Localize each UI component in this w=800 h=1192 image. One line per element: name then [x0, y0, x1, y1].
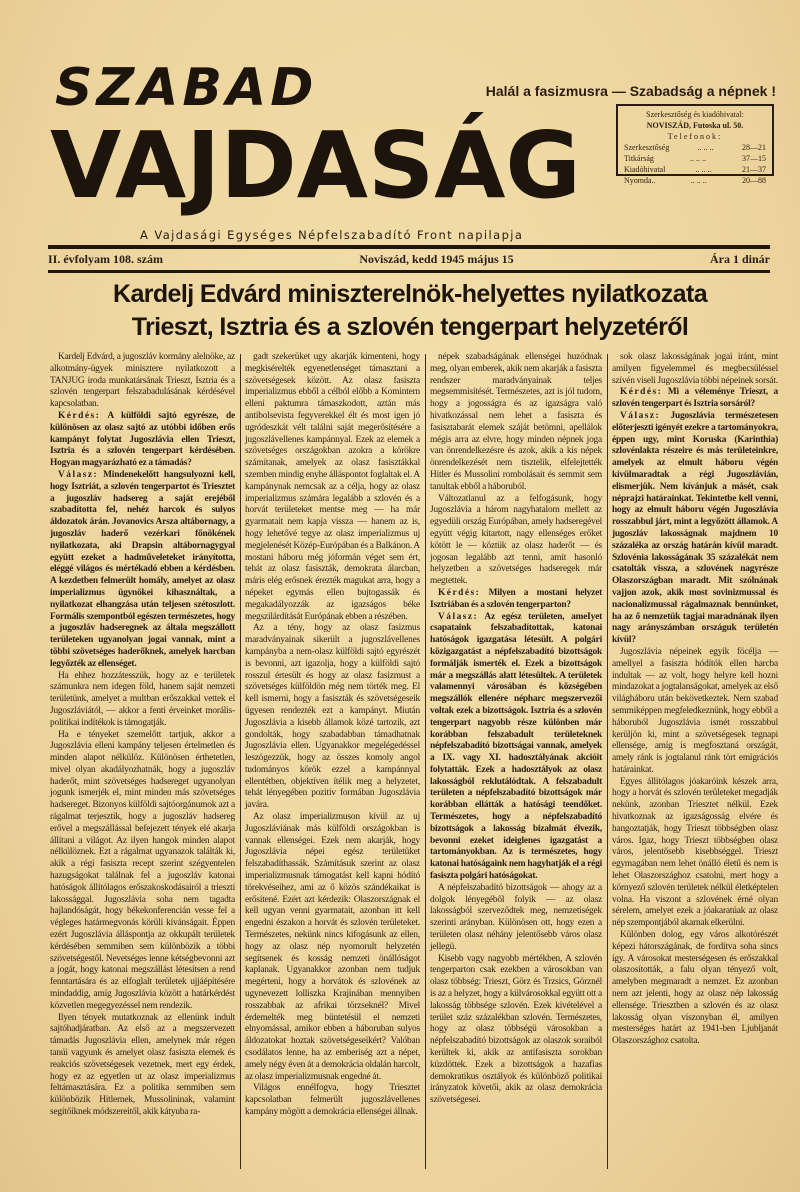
paragraph-lead: Válasz:: [438, 611, 479, 622]
paragraph-lead: Kérdés:: [58, 410, 101, 421]
article-column-2: [245, 352, 420, 1119]
masthead-rule-bottom: [48, 270, 770, 273]
paragraph-text: Az olasz imperializmuson kívül az uj Jugoszláviának más külföldi országokban is vannak ellenségei. Ezek nem akarják, hogy Jugoszlávia népei egész területüket felszabadíthassák. Számításuk szerint az olasz imperializmusnak támogatást kell kapni hódító törekvéseihez, ami az ő közös szándékaikat is erősítené. Ezért azt kérdezik: Olaszországnak el kell ugyan venni gyarmatait, azonban itt kell engedni északon a horvát és szlovén területeket. Természetes, nekünk nincs kifogásunk az ellen, hogy az olasz nép nyomorult helyzetén segítsenek és kosság nemzeti önállóságot kaplanak. Ugyanakkor azonban nem tudjuk megérteni, hogy a horvátok és szlovének az ugynevezett lolliszka Krajinában mennyiben rosszabbak az afrikai törzseknél? Mivel érdemelték meg büntetésül el nemzeti elnyomással, amikor ebben a háboruban sulyos áldozatokat hoztak szövetségeseikért? Valóban csodálatos lenne, ha az emberiség azt a népet, amely négy éven át a demokrácia oldalán harcolt, az olasz imperializmusnak engedné át.: [245, 812, 420, 1082]
paragraph-lead: Kérdés:: [438, 587, 481, 598]
phone-number: 21—37: [741, 165, 766, 174]
issue-date: Noviszád, kedd 1945 május 15: [359, 252, 514, 266]
contact-infobox: [616, 104, 774, 185]
article-paragraph: [612, 387, 778, 411]
phone-number: 20—88: [742, 176, 766, 185]
article-column-3: [430, 352, 602, 1107]
phone-dots: .. .. ..: [690, 176, 707, 185]
headline-line-2: Trieszt, Isztria és a szlovén tengerpart helyzetéről: [131, 313, 689, 341]
masthead-title-top: SZABAD: [55, 58, 318, 118]
phone-name: Titkárság: [624, 154, 654, 163]
issue-number: II. évfolyam 108. szám: [48, 252, 163, 266]
article-column-4: [612, 352, 778, 1048]
article-paragraph: [50, 671, 235, 730]
paragraph-text: A népfelszabadító bizottságok — ahogy az a dolgok lényegéből folyik — az olasz lakosságból szerveződtek meg, nemzetiségek szerinti arányban. Különösen ott, hogy ezen a területen olasz néhány jelentősebb város olasz jellegü.: [430, 882, 602, 952]
paragraph-text: Jugoszlávia népeinek egyik föcélja — amellyel a fasiszta hódítók ellen harcba indultak — az volt, hogy helyre kell hozni mindazokat a jogtalanságokat, amelyek az első világháboru után bekövetkeztek. Nem szabad semmiképpen megfeledkeznünk, hogy ebből a háboruból Jugoszlávia ismét rosszabbul kerüljön ki, mint a szövetségesek tegnapi ellensége, amíg is megfosztaná országát, amely ránk is jogtalanul ránk tört emigrációs határainkat.: [612, 646, 778, 775]
article-paragraph: [245, 623, 420, 812]
article-paragraph: [430, 588, 602, 612]
phone-name: Kiadóhivatal: [624, 165, 666, 174]
column-divider: [425, 354, 426, 1169]
article-paragraph: [430, 494, 602, 588]
paragraph-text: gadt szekerüket ugy akarják kimenteni, hogy megkisérelték egyenetlenséget támasztani a szövetségesek között. Az olasz fasiszta imperializmus ebből a célból előbb a Komintern elleni paktumra támaszkodott, aztán más antibolsevista fegyverekkel élt és most igen jó ugródeszkát vélt találni saját megerősítésére a jugoszlávellenes kampánnyal. Ezek az elemek a szövetséges országokban azokra a körökre számítanak, amelyek az olasz fasisztákkal szemben mindig enyhe álláspontot foglaltak el. A kampánynak nemcsak az a célja, hogy az olasz imperializmus számára legalább a szlovén és a horvát területeket mentse meg — ha már gyarmatait nem kapja vissza — hanem az is, hogy lehetővé tegye az olasz imperializmus uj megjelenését Közép-Európában és a Balkánon. A mostani háboru még jóformán véget sem ért, tehát az olasz fasiszták, demokrata álarcban, máris elég erősnek érezték magukat arra, hogy a népeket egymás ellen bujtogassák és megakadályozzák az igazságos béke megszilárdítását Európának ebben a részében.: [245, 352, 420, 622]
article-paragraph: [612, 352, 778, 387]
article-paragraph: [612, 647, 778, 777]
article-paragraph: [430, 883, 602, 954]
paragraph-text: Jugoszlávia természetesen előterjeszti igényét ezekre a tartományokra, éppen ugy, mint Koruska (Karinthia) szlovénlakta részeire és más területeinkre, amelyek az elmult háboru végén kívülmaradtak a régi Jugoszlávián, elismerjük. Nem kívánjuk a másét, csak néprajzi határainkat. Tekintetbe kell venni, hogy az elmult háboru végén Jugoszlávia rosszabbul járt, mint a legyőzött államok. A jugoszláv lakosságnak majdnem 10 százaléka az ország határán kívül maradt. Szlovénia lakosságának 35 százalékát nem csatolták vissza, a szlovének nagyrésze Olaszországban maradt. Mit szólnának vajjon azok, akik most sovinizmussal és nacionalizmussal rágalmaznak bennünket, ha az ő nemzetük tagjai maradnának ilyen nagy arányszámban országuk területén kívül?: [612, 410, 778, 646]
article-paragraph: [245, 812, 420, 1083]
paragraph-text: Ha e tényeket szemelőtt tartjuk, akkor a Jugoszlávia elleni kampány teljesen értelmetlen és minden alapot nélkülöz. Különösen érthetetlen, mivel olyan akadályozhatnák, hogy a jugoszláv haderőt, mint szövetséges hadsereget ugyanolyan jogunk ismerjék el, mint minden más szövetséges hadsereget. Bizonyos külföldi sajtóorgánumok azt a rágalmat terjesztik, hogy a jugoszláv hadsereg erővel a megszállással befejezett tények elé akarja állítani a világot. Az ilyen hangok minden alapot nélkülöznek. Ezt a rágalmat ugyanazok találták ki, akik a régi fasiszta recept szerint szégyentelen hazugságokat találnak fel a jugoszláv katonai hatóságok állítólagos erőszakoskodásairól a triesztí lakossággal. Jugoszlávia soha nem tagadta hajlandóságát, hogy békekonferencián vesse fel a végleges határmegvonás körüli kívánságait. Éppen ezért Jugoszlávia álláspontja az okkupált területek kérdésében semmiben sem különbözik a többi szövetségestől. Nevetséges lenne kétségbevonni azt a jogát, hogy katonai megszállást létesítsen a rend fenntartására és az elfoglalt területek ujjáépítésére mindaddig, amíg Jugoszlávia között a határkérdést közvetlen megegyezéssel nem rendezik.: [50, 729, 235, 1011]
office-label: Szerkesztőség és kiadóhivatal:: [646, 110, 744, 119]
dateline: [48, 252, 770, 267]
article-paragraph: [245, 1083, 420, 1118]
issue-price: Ára 1 dinár: [710, 252, 770, 266]
paragraph-text: Kisebb vagy nagyobb mértékben, A szlovén tengerparton csak ezekben a városokban van olasz többség: Trieszt, Görz és Trzsics, Görznél is az a helyzet, hogy a külvárosokkal együtt ott a lakosság többsége szlovén. Ezek kivételével a terület száz százalékban szlovén. Természetes, hogy az olasz többségü városokban a népfelszabadító bizottságok az olaszok soraiból kerültek ki, akik az antifasiszta sorokban küzdöttek. Ezek a bizottságok a hazafias demokratikus osztályok és különböző politikai irányzatok követői, akik az olasz demokrácia szövetségesei.: [430, 953, 602, 1106]
paragraph-text: Mindenekelőtt hangsulyozni kell, hogy Isztriát, a szlovén tengerpartot és Triesztet a jugoszláv hadsereg a saját erejéből szabadította fel, nehéz harcok és sulyos áldozatok árán. Jovanovics Arsza altábornagy, a jugoszláv haderő vezérkari főnökének nyilatkozata, aki Drapsin altábornagygyal együtt ezeket a hadműveleteket irányította, eléggé világos és mértékadó ebben a kérdésben. A kezdetben felmerült homály, amelyet az olasz imperializmus ügynökei kihasználtak, a nyilatkozat elhangzása után teljesen szétoszlott. Formális szempontból egészen természetes, hogy a jugoszláv hadseregnek az általa megszállott területeken ugyanolyan jogai vannak, mint a többi szövetséges haderőknek, amelyek harcban legyőzték az ellenséget.: [50, 469, 235, 669]
headline-line-1: Kardelj Edvárd miniszterelnök-helyettes nyilatkozata: [112, 280, 707, 308]
paragraph-text: Különben dolog, egy város alkotórészét képezi hátországának, de fordítva soha sincs így. A városokat mesterségesen és erőszakkal olaszosították, a falu olyan tényező volt, amelyben megmaradt a nemzet. Ez azonban nem azt jelenti, hogy az olasz nép lakosság ellensége. Triesztben a szlovén és az olasz lakosság olyan viszonyban él, amilyen mesterséges határt az 1941-ben Ljubljanát Olaszországhoz csatolta.: [612, 930, 778, 1047]
masthead-subtitle: A Vajdasági Egységes Népfelszabadító Front napilapja: [140, 228, 524, 242]
article-paragraph: [245, 352, 420, 623]
article-paragraph: [50, 730, 235, 1013]
article-paragraph: [430, 954, 602, 1107]
paragraph-lead: Válasz:: [620, 410, 661, 421]
column-divider: [240, 354, 241, 1169]
article-paragraph: [50, 352, 235, 411]
paragraph-text: Az egész területen, ameIyet csapataink felszabadítottak, katonai hatóságok igazgatása létesült. A polgári közigazgatást a népfelszabadító bizottságok formálják ismerték el. Ezek a bizottságok már a megszállás alatt létesültek. A területek valamennyi városában és községében megszállók ellenére népharc megszervezői voltak ezek a bizottságok. Isztria és a szlovén tengerpart nagyobb része különben már korábban felszabadult területeknek népfelszabadító bizottságai vannak, amelyek a IX. vagy XI. hadosztályának akcióit folytatták. Ezek a hadosztályok az olasz lakosságból reklutálódtak. A felszabadult területen a népfelszabadító bizottságok már korábban ellátták a hatósági teendőket. Természetes, hogy a népfelszabadító bizottságok a lakosság bizalmát élvezik, bevonni ezeket ideiglenes igazgatást a tartományokban. Az is természetes, hogy katonai hatóságaink nem hagyhatják el a régi fasiszta polgári hatóságokat.: [430, 611, 602, 882]
paragraph-text: Milyen a mostani helyzet Isztriában és a szlovén tengerparton?: [430, 587, 602, 610]
paragraph-text: Az a tény, hogy az olasz fasizmus maradványainak sikerült a jugoszlávellenes kampányba a nem-olasz külföldi sajtó egyrészét is bevonni, azt igazolja, hogy a külföldi sajtó rosszul értesült és hogy az olasz fasizmust a szövetséges külföldön még nem törték meg. El kell ismerni, hogy a fasiszták és szövetségeseik ügyesen rendezték ezt a kampányt. Miután Jugoszlávia a kisebb államok közé tartozik, azt gondolták, hogy szabadabban támadhatnak Jugoszlávia ellen. Ugyanakkor megelégedéssel leszögezzük, hogy az összes komoly angol tudományos körök ezzel a kampánnyal ellentétben, objektíven ítélik meg a helyzetet, tehát lényegében pozitív formában Jugoszlávia javára.: [245, 623, 420, 811]
paragraph-lead: Kérdés:: [620, 387, 663, 398]
article-column-1: [50, 352, 235, 1119]
paragraph-text: Mi a véleménye Trieszt, a szlovén tengerpart és Isztria sorsáról?: [612, 387, 778, 410]
phone-row: [624, 153, 766, 164]
paragraph-text: Kardelj Edvárd, a jugoszláv kormány alelnöke, az alkotmány-ügyek minisztere nyilatkozott a TANJUG iroda munkatársának Trieszt, Isztria és a szlovén tengerpart felszabadulásának kérdésével kapcsolatban.: [50, 352, 235, 410]
paragraph-lead: Válasz:: [58, 469, 99, 480]
phone-name: Szerkesztőség: [624, 143, 670, 152]
phones-label: Telefonok:: [667, 132, 723, 141]
article-paragraph: [430, 352, 602, 494]
office-address: NOVISZÁD, Futoska ul. 50.: [646, 121, 744, 130]
article-paragraph: [430, 612, 602, 883]
phone-dots: .. .. ..: [695, 165, 712, 174]
masthead-motto: Halál a fasizmusra — Szabadság a népnek !: [485, 83, 776, 99]
paragraph-text: népek szabadságának ellenségei huzódnak meg, olyan emberek, akik nem akarják a fasiszta rendszer maradványainak teljes megsemmisítését. Természetes, azt is jól tudom, hogy a jogosságra és az igazságra való hivatkozással nem lehet a fasiszta és fasisztabarát elemek száját betömni, apellálok mégis arra az elvre, hogy minden népnek joga van önrendelkezésre és azok, akik a kis népek önrendelkezését nem tisztelik, elfelejtették Hitler és Mussolini rombolásait és semmit sem tanultak ebből a háboruból.: [430, 352, 602, 492]
paragraph-text: Ha ehhez hozzátesszük, hogy az e területek számunkra nem idegen föld, hanem saját nemzeti területünk, amelyet a multban erőszakkal vettek el Jugoszláviától, — akkor a fenti érveinket morális-politikai indítékok is támogatják.: [50, 670, 235, 728]
phones-list: [624, 142, 766, 186]
phone-row: [624, 142, 766, 153]
article-paragraph: [50, 470, 235, 671]
paragraph-text: Változatlanul az a felfogásunk, hogy Jugoszlávia a három nagyhatalom mellett az egyedüli ország Európában, amely hadseregével együtt végig kitartott, nagy ellenséges erőket kötött le — köztük az olasz haderőt — és jogosan legalább azt tenni, amit hasonló helyzetben a szövetséges hadseregek már megtettek.: [430, 493, 602, 587]
article-paragraph: [612, 930, 778, 1048]
phone-row: [624, 175, 766, 186]
phone-row: [624, 164, 766, 175]
paragraph-text: Világos ennélfogva, hogy Triesztet kapcsolatban felmerült jugoszlávellenes kampány mögött a demokrácia ellenségei állnak.: [245, 1083, 420, 1117]
article-paragraph: [50, 1013, 235, 1119]
paragraph-text: sok olasz lakosságának jogai iránt, mint amilyen figyelemmel és megbecsüléssel szívén viseli Jugoszlávia többi népeinek sorsát.: [612, 352, 778, 386]
masthead-title-bottom: VAJDASÁG: [50, 112, 581, 219]
paragraph-text: Ilyen tények mutatkoznak az ellenünk indult sajtóhadjáratban. Az első az a megszervezett támadás Jugoszlávia ellen, amelynek már régen tanúi vagyunk és amelyet olasz fasiszta elemek és reakciós szövetségesek vezetnek, mert egy érdek, hogy ez az egyetlen ut az olasz imperializmus feltámasztására. Ez a politika semmiben sem különbözik Hitlernek, Mussolininak, valamint segítőiknek módszereitől, akik kátyuba ra-: [50, 1012, 235, 1117]
phone-dots: .. .. ..: [689, 154, 706, 163]
masthead-rule-top: [48, 245, 770, 249]
phone-name: Nyomda..: [624, 176, 656, 185]
article-paragraph: [50, 411, 235, 470]
article-paragraph: [612, 411, 778, 647]
column-divider: [607, 354, 608, 1169]
paragraph-text: Egyes állítólagos jóakaróink készek arra, hogy a horvát és szlovén területeket megadják nekünk, azonban Triesztet nélkül. Ezek hivatkoznak az igazságosság elvére és hangoztatják, hogy Trieszt többségben olasz város. Igaz, hogy Trieszt többségben olasz város, jelentősebb kisebbséggel. Trieszt egymagában nem lehet önálló életű és nem is lehet Olaszországhoz csatolni, mert hogy a környező szlovén területek nélkül életképtelen volna. Ha viszont a szlovének érné olyan sérelem, amelyet ezek a jóakaratúak az olasz nép szempontjából akarnak elkerülni.: [612, 776, 778, 929]
phone-number: 37—15: [742, 154, 766, 163]
phone-dots: .. .. ..: [697, 143, 714, 152]
phone-number: 28—21: [741, 143, 766, 152]
paragraph-text: A külföldi sajtó egyrésze, de különösen az olasz sajtó az utóbbi időben erős kampányt folytat Jugoszlávia ellen Trieszt, Isztria és a szlovén tengerpart kérdésében. Hogyan magyarázható ez a támadás?: [50, 410, 235, 469]
article-paragraph: [612, 777, 778, 930]
